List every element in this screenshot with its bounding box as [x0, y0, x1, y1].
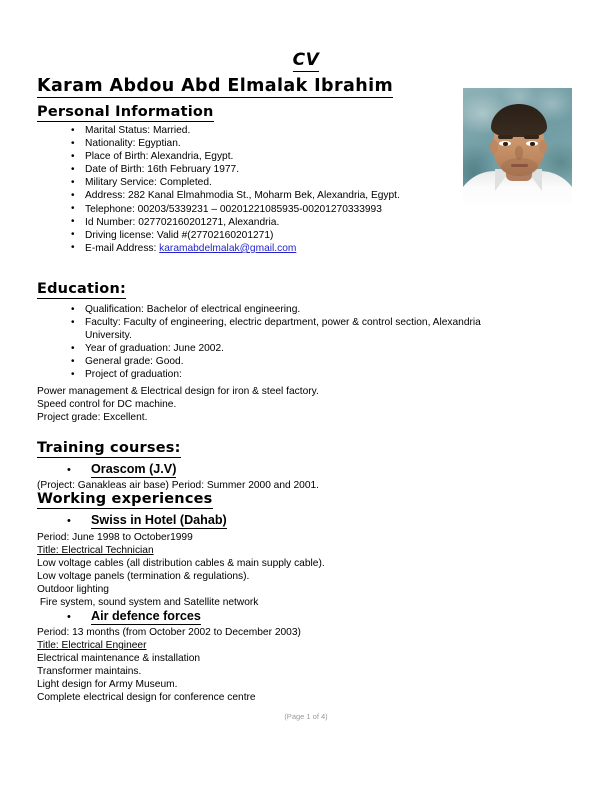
photo-chin-shadow: [501, 158, 538, 176]
candidate-name-text: Karam Abdou Abd Elmalak Ibrahim: [37, 76, 394, 96]
photo-ear-left: [490, 140, 498, 154]
job-duty: Fire system, sound system and Satellite network: [37, 597, 259, 609]
job-role: Title: Electrical Engineer: [37, 640, 147, 652]
email-link[interactable]: karamabdelmalak@gmail.com: [159, 242, 297, 254]
page-footer: [0, 712, 612, 721]
section-heading-education-text: Education:: [37, 281, 126, 297]
bullet-glyph: •: [67, 611, 71, 623]
email-label: E-mail Address:: [85, 242, 160, 254]
list-item: • Nationality: Egyptian.: [71, 137, 467, 150]
text-line: Speed control for DC machine.: [37, 399, 177, 411]
page-footer-text: (Page 1 of 4): [284, 712, 328, 721]
text-line: Project grade: Excellent.: [37, 412, 148, 424]
portrait-photo: [463, 88, 572, 205]
job-title-swiss-in-hotel: [37, 513, 227, 527]
job-duty: Light design for Army Museum.: [37, 679, 178, 691]
list-item: • Qualification: Bachelor of electrical engineering.: [71, 303, 517, 316]
job-title-air-defence-forces-text: Air defence forces: [91, 609, 201, 623]
photo-eye-left: [499, 141, 511, 146]
list-item: • Faculty: Faculty of engineering, electric department, power & control section, Alexandria University.: [71, 316, 517, 342]
text-line: (Project: Ganakleas air base) Period: Summer 2000 and 2001.: [37, 480, 320, 491]
job-details-swiss-in-hotel: [37, 531, 517, 610]
section-heading-personal-information: [37, 104, 214, 120]
job-duty: Outdoor lighting: [37, 584, 109, 596]
job-duty: Electrical maintenance & installation: [37, 653, 201, 665]
bullet-glyph: •: [67, 515, 71, 527]
education-project-lines: [37, 385, 517, 424]
bullet-glyph: •: [67, 464, 71, 476]
job-period: Period: June 1998 to October1999: [37, 532, 193, 543]
education-list: [37, 303, 517, 382]
job-title-air-defence-forces: [37, 609, 201, 623]
list-item: • Telephone: 00203/5339231 – 00201221085935-00201270333993: [71, 203, 467, 216]
photo-ear-right: [539, 140, 547, 154]
list-item: • Address: 282 Kanal Elmahmodia St., Moharm Bek, Alexandria, Egypt.: [71, 189, 467, 202]
list-item: • General grade: Good.: [71, 355, 517, 368]
education-bullets: [37, 303, 517, 382]
job-duty: Low voltage cables (all distribution cables & main supply cable).: [37, 558, 325, 570]
personal-info-bullets: [37, 124, 467, 255]
list-item: • Id Number: 027702160201271, Alexandria.: [71, 216, 467, 229]
list-item: • Military Service: Completed.: [71, 176, 467, 189]
candidate-name: [37, 76, 393, 96]
text-line: Power management & Electrical design for iron & steel factory.: [37, 386, 319, 397]
photo-eye-right: [526, 141, 538, 146]
list-item: • Driving license: Valid #(27702160201271): [71, 229, 467, 242]
section-heading-working-experiences-text: Working experiences: [37, 491, 213, 507]
training-course-entry-title-text: Orascom (J.V): [91, 462, 177, 476]
photo-mouth: [511, 164, 528, 167]
job-title-swiss-in-hotel-text: Swiss in Hotel (Dahab): [91, 513, 227, 527]
job-duty: Low voltage panels (termination & regulations).: [37, 571, 250, 583]
job-duty: Transformer maintains.: [37, 666, 142, 678]
list-item: • Place of Birth: Alexandria, Egypt.: [71, 150, 467, 163]
page-title: [0, 50, 612, 70]
list-item-email: [71, 242, 467, 255]
section-heading-personal-information-text: Personal Information: [37, 104, 214, 120]
job-details-air-defence-forces: [37, 626, 517, 705]
list-item: • Marital Status: Married.: [71, 124, 467, 137]
job-period: Period: 13 months (from October 2002 to December 2003): [37, 627, 301, 638]
list-item: • Year of graduation: June 2002.: [71, 342, 517, 355]
list-item: • Project of graduation:: [71, 368, 517, 381]
section-heading-working-experiences: [37, 491, 213, 507]
photo-nose: [515, 146, 523, 160]
job-duty: Complete electrical design for conference centre: [37, 692, 256, 704]
personal-information-list: [37, 124, 467, 255]
photo-eyebrow-left: [498, 135, 513, 139]
section-heading-education: [37, 281, 126, 297]
photo-eyebrow-right: [524, 135, 539, 139]
section-heading-training-courses: [37, 440, 181, 456]
section-heading-training-courses-text: Training courses:: [37, 440, 181, 456]
job-role: Title: Electrical Technician: [37, 545, 154, 557]
training-course-entry-title: [37, 462, 176, 476]
list-item: • Date of Birth: 16th February 1977.: [71, 163, 467, 176]
page-title-text: CV: [292, 50, 320, 70]
